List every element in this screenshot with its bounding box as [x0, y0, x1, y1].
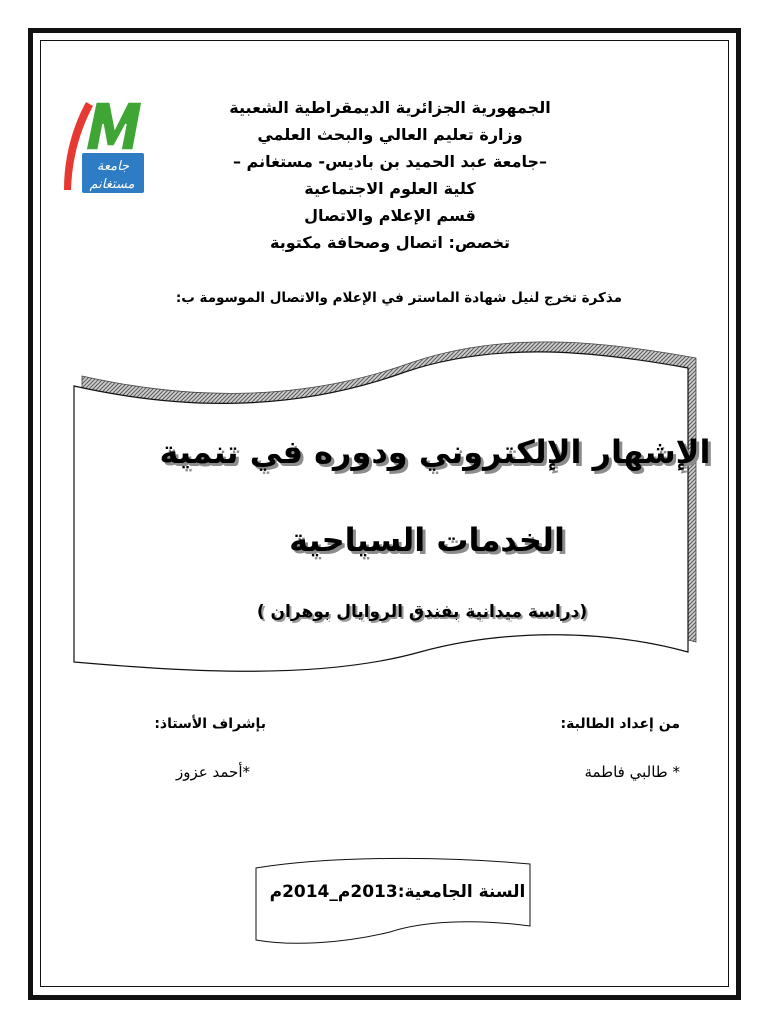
thesis-subtitle: مذكرة تخرج لنيل شهادة الماستر في الإعلام والاتصال الموسومة ب: — [175, 290, 622, 306]
thesis-case-study: (دراسة ميدانية بفندق الروايال بوهران ) — [256, 602, 588, 622]
header-line-ministry: وزارة تعليم العالي والبحث العلمي — [257, 125, 523, 144]
logo-lettering-bottom: مستغانم — [89, 177, 135, 192]
header-line-university: –جامعة عبد الحميد بن باديس- مستغانم – — [232, 152, 548, 171]
academic-year: السنة الجامعية:2013م_2014م — [269, 882, 526, 902]
header-line-department: قسم الإعلام والاتصال — [304, 206, 476, 225]
student-name: * طالبي فاطمة — [584, 763, 680, 781]
thesis-title-line-2: الخدمات السياحية — [289, 521, 565, 559]
university-logo — [56, 98, 150, 196]
supervisor-label: بإشراف الأستاذ: — [154, 716, 266, 732]
logo-m-shape — [86, 102, 142, 150]
header-line-specialty: تخصص: اتصال وصحافة مكتوبة — [270, 233, 510, 252]
institution-header — [180, 94, 600, 256]
header-line-republic: الجمهورية الجزائرية الديمقراطية الشعبية — [229, 98, 551, 117]
header-line-faculty: كلية العلوم الاجتماعية — [304, 179, 476, 198]
title-banner — [60, 340, 720, 680]
logo-lettering-top: جامعة — [96, 159, 130, 174]
thesis-title-line-1: الإشهار الإلكتروني ودوره في تنمية — [159, 433, 711, 471]
student-label: من إعداد الطالبة: — [560, 716, 680, 732]
supervisor-name: *أحمد عزوز — [176, 763, 250, 781]
